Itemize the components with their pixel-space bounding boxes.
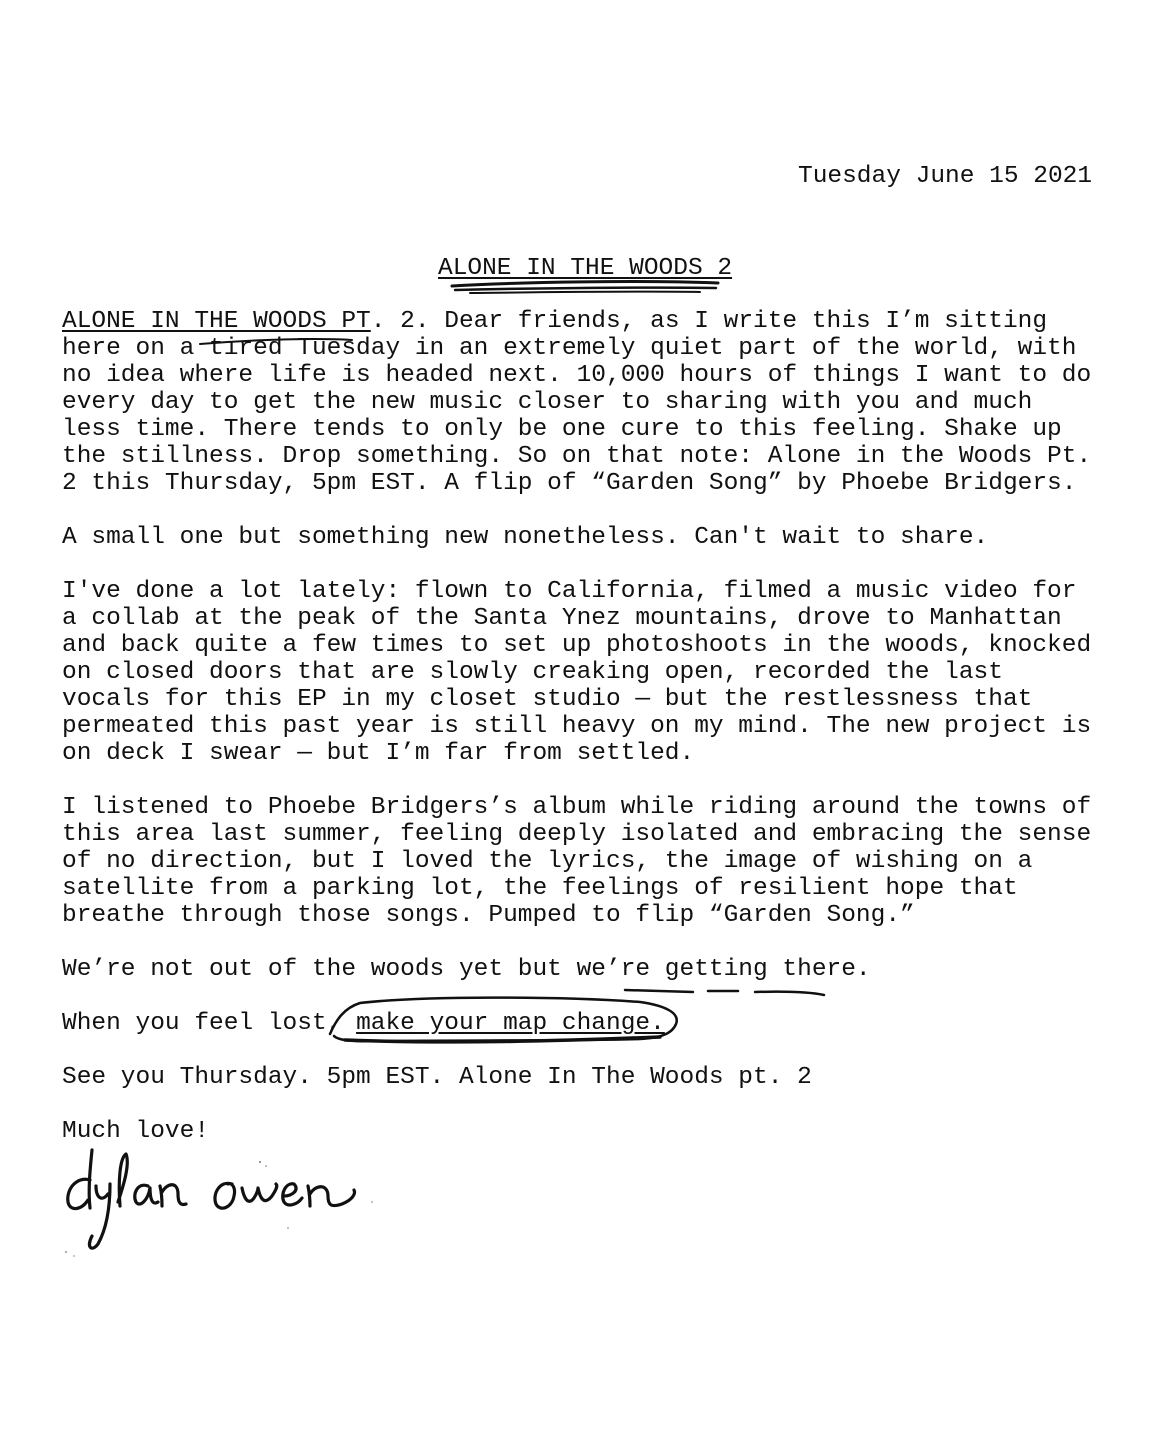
letter-date: Tuesday June 15 2021 bbox=[798, 163, 1093, 190]
paragraph-woods: We’re not out of the woods yet but we’re getting there. bbox=[62, 956, 871, 983]
intro-underlined-lead: ALONE IN THE WOODS PT bbox=[62, 308, 371, 335]
paragraph-intro bbox=[62, 308, 1122, 497]
intro-text: . 2. Dear friends, as I write this I’m sitting here on a tired Tuesday in an extremely quiet part of the world, with no idea where life is headed next. 10,000 hours of things I want to do every day to get the new music closer to sharing with you and much less time. There tends to only be one cure to this feeling. Shake up the stillness. Drop something. So on that note: Alone in the Woods Pt. 2 this Thursday, 5pm EST. A flip of “Garden Song” by Phoebe Bridgers. bbox=[62, 308, 1092, 497]
title-scribble-mark bbox=[452, 282, 718, 286]
paragraph-phoebe: I listened to Phoebe Bridgers’s album while riding around the towns of this area last summer, feeling deeply isolated and embracing the sense of no direction, but I loved the lyrics, the image of wishing on a satellite from a parking lot, the feelings of resilient hope that breathe through those songs. Pumped to flip “Garden Song.” bbox=[62, 794, 1092, 929]
paragraph-see-you: See you Thursday. 5pm EST. Alone In The Woods pt. 2 bbox=[62, 1064, 812, 1091]
map-text-before: When you feel lost, bbox=[62, 1010, 357, 1037]
map-change-highlight: make your map change. bbox=[356, 1010, 665, 1037]
letter-body bbox=[62, 308, 1122, 1172]
signature-image bbox=[52, 1140, 422, 1270]
paragraph-sign-off: Much love! bbox=[62, 1118, 210, 1145]
paragraph-small-one: A small one but something new nonetheless. Can't wait to share. bbox=[62, 524, 989, 551]
paragraph-done-lately: I've done a lot lately: flown to California, filmed a music video for a collab at the peak of the Santa Ynez mountains, drove to Manhattan and back quite a few times to set up photoshoots in the woods, knocked on closed doors that are slowly creaking open, recorded the last vocals for this EP in my closet studio — but the restlessness that permeated this past year is still heavy on my mind. The new project is on deck I swear — but I’m far from settled. bbox=[62, 578, 1092, 767]
paragraph-map bbox=[62, 1010, 1122, 1037]
letter-title: ALONE IN THE WOODS 2 bbox=[438, 255, 733, 282]
